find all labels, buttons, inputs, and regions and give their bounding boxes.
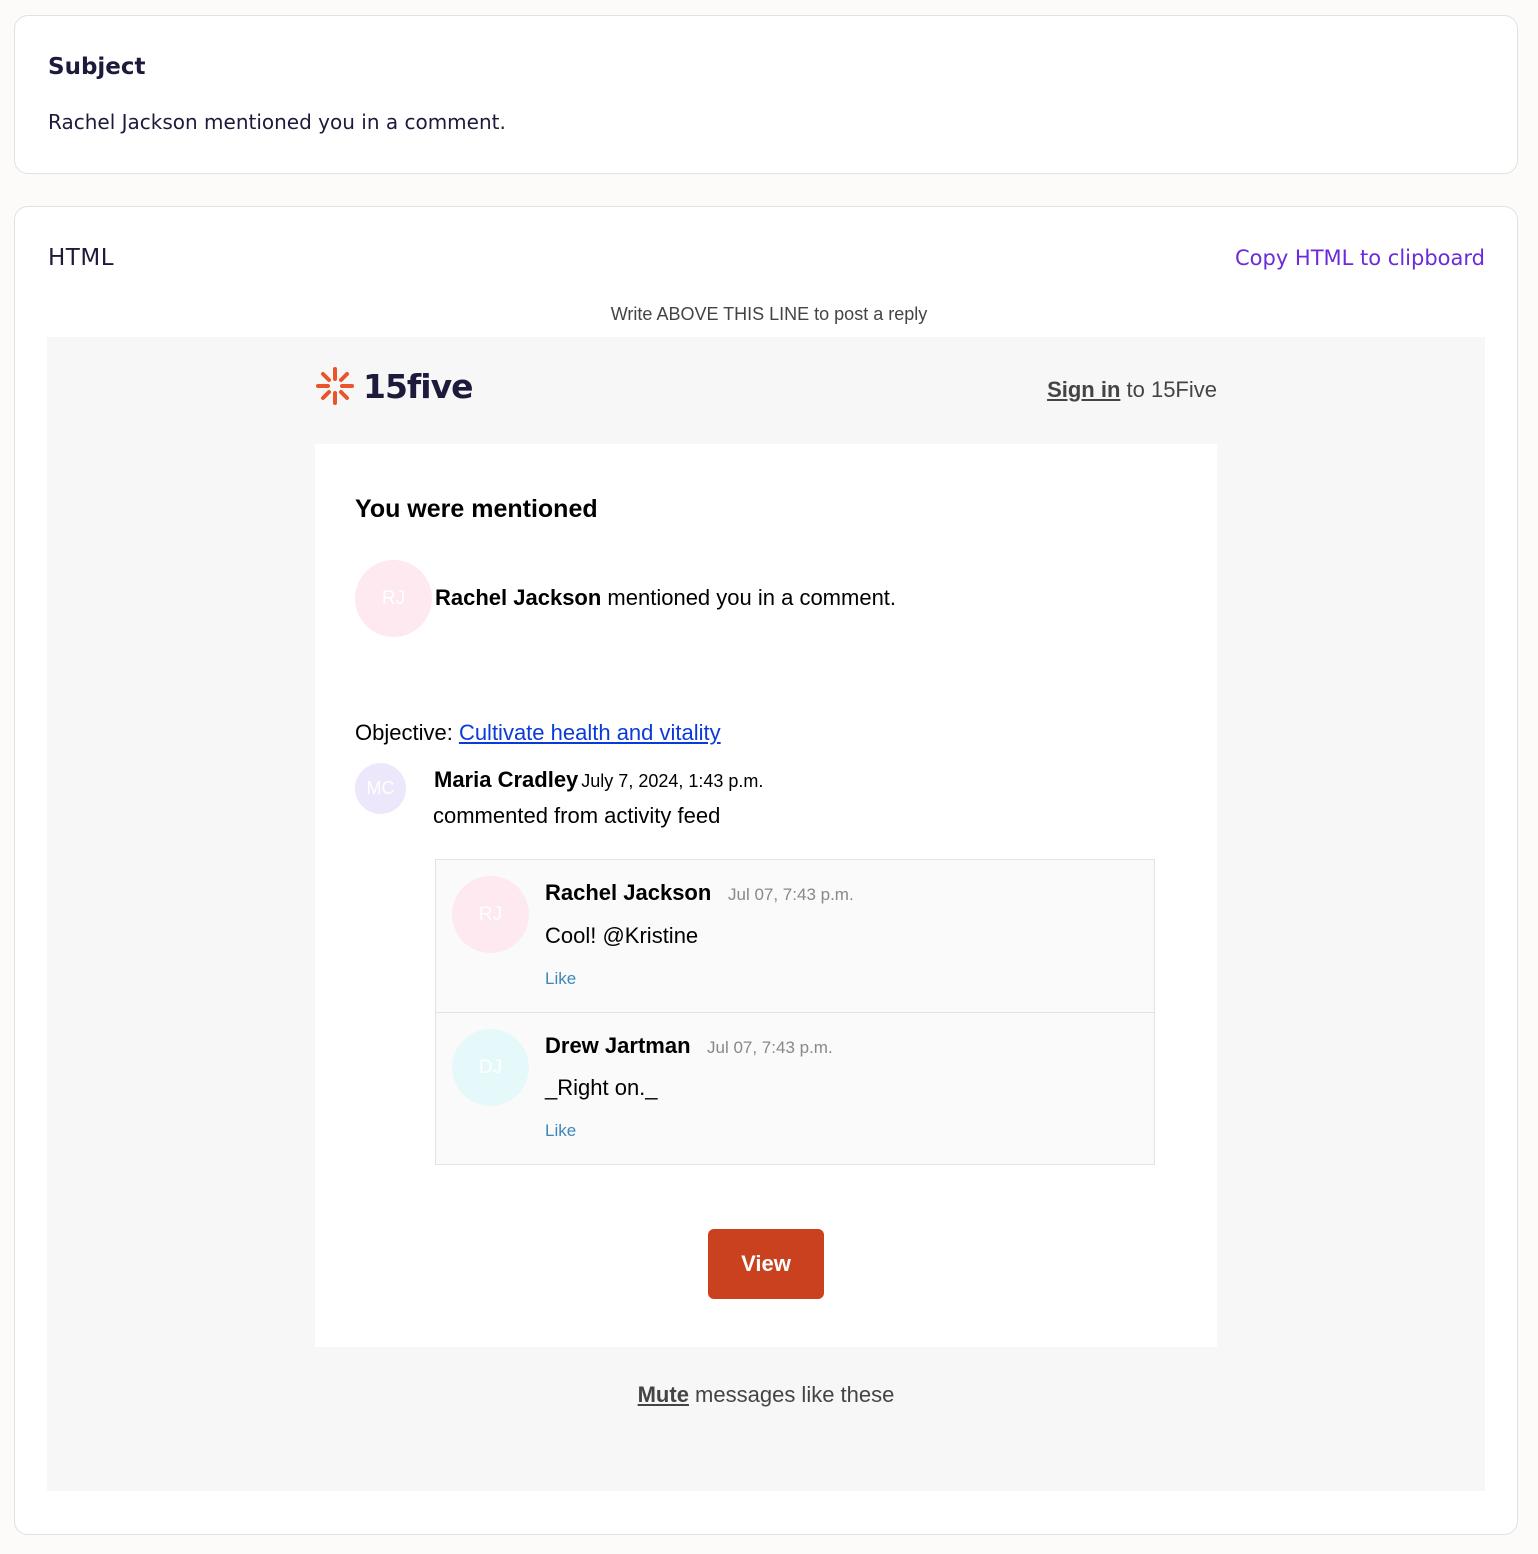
logo-text: 15five xyxy=(363,366,473,406)
objective-label: Objective: xyxy=(355,720,459,745)
avatar: DJ xyxy=(452,1029,529,1106)
comment-author: Rachel Jackson xyxy=(545,880,712,905)
copy-html-button[interactable]: Copy HTML to clipboard xyxy=(1234,246,1485,270)
comment-body: _Right on._ xyxy=(545,1075,658,1100)
mute-suffix: messages like these xyxy=(688,1382,895,1407)
reply-line: Write ABOVE THIS LINE to post a reply xyxy=(610,304,928,324)
signin-suffix: to 15Five xyxy=(1120,377,1217,402)
comment-time: Jul 07, 7:43 p.m. xyxy=(707,1038,833,1057)
objective-line xyxy=(355,720,721,746)
like-button[interactable]: Like xyxy=(545,1121,577,1140)
avatar: MC xyxy=(355,763,406,814)
email-headline: You were mentioned xyxy=(355,495,598,523)
like-button[interactable]: Like xyxy=(545,969,577,988)
commenter-line xyxy=(434,767,763,793)
view-button[interactable]: View xyxy=(708,1229,824,1299)
avatar: RJ xyxy=(355,560,432,637)
logo xyxy=(314,364,472,408)
signin-line xyxy=(1047,377,1217,403)
subject-text: Rachel Jackson mentioned you in a comment. xyxy=(48,110,506,134)
logo-burst-icon xyxy=(314,365,356,407)
signin-link[interactable]: Sign in xyxy=(1047,377,1121,402)
commenter-timestamp: July 7, 2024, 1:43 p.m. xyxy=(581,771,764,791)
mute-line xyxy=(0,1382,1532,1408)
mention-line xyxy=(435,585,896,611)
commenter-subtext: commented from activity feed xyxy=(433,803,721,828)
comment-body: Cool! @Kristine xyxy=(545,923,699,948)
subject-title: Subject xyxy=(48,54,146,80)
objective-link[interactable]: Cultivate health and vitality xyxy=(458,720,721,745)
mention-text: mentioned you in a comment. xyxy=(601,585,897,610)
commenter-name: Maria Cradley xyxy=(434,767,579,792)
subject-card xyxy=(14,15,1518,174)
comment-author: Drew Jartman xyxy=(545,1033,691,1058)
mention-name: Rachel Jackson xyxy=(435,585,602,610)
comment-time: Jul 07, 7:43 p.m. xyxy=(728,885,854,904)
thread-divider xyxy=(435,1012,1155,1013)
html-title: HTML xyxy=(48,245,115,271)
mute-link[interactable]: Mute xyxy=(637,1382,689,1407)
avatar: RJ xyxy=(452,876,529,953)
